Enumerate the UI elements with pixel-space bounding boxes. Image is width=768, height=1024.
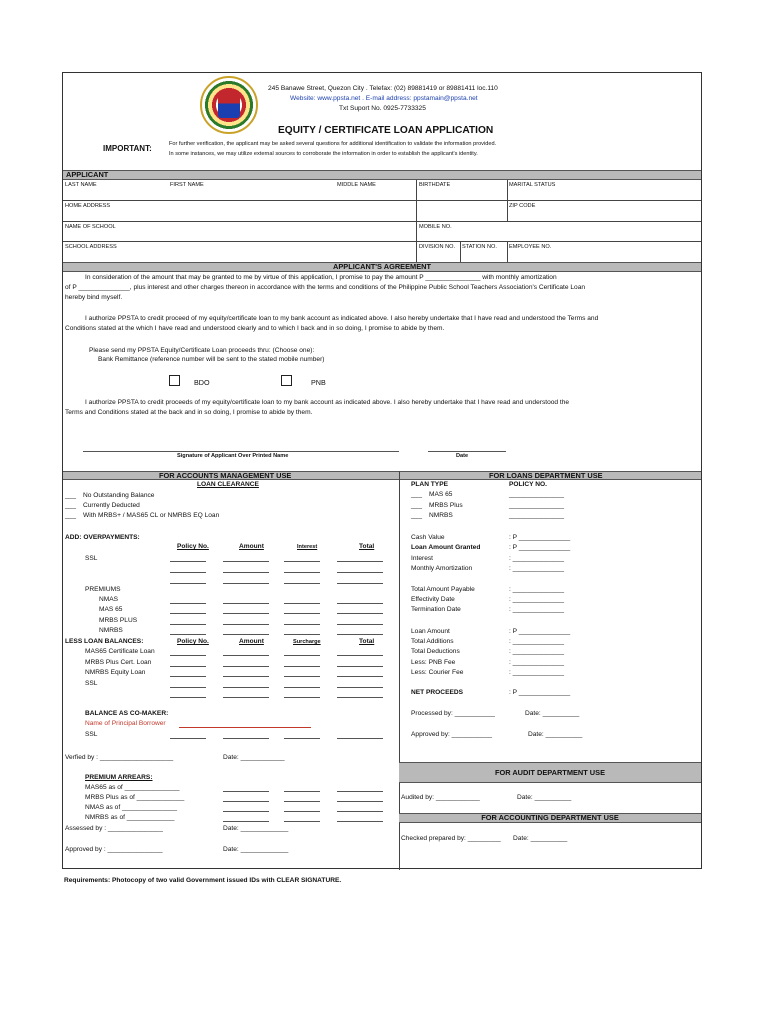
accounts-section-label: FOR ACCOUNTS MANAGEMENT USE bbox=[159, 471, 292, 480]
overpayment-ssl: SSL bbox=[85, 555, 98, 562]
applicant-section-bar bbox=[63, 170, 701, 180]
agreement-para2-line2: Conditions stated at the which I have read and understood clearly and to which I back and in so doing, I promise to abide by them. bbox=[65, 325, 445, 332]
first-name-field[interactable]: FIRST NAME bbox=[170, 182, 204, 188]
col-amount-2: Amount bbox=[239, 638, 264, 645]
signature-label: Signature of Applicant Over Printed Name bbox=[177, 453, 289, 459]
pnb-fee-field[interactable]: : ______________ bbox=[509, 659, 565, 666]
station-no-field[interactable]: STATION NO. bbox=[462, 244, 497, 250]
loan-nmrbs-equity: NMRBS Equity Loan bbox=[85, 669, 146, 676]
cash-value-field[interactable]: : P ______________ bbox=[509, 534, 571, 541]
add-overpayments-heading: ADD: OVERPAYMENTS: bbox=[65, 534, 140, 541]
policy-no-heading: POLICY NO. bbox=[509, 481, 547, 488]
total-deductions-field[interactable]: : ______________ bbox=[509, 648, 565, 655]
header-txt-support: Txt Suport No. 0925-7733325 bbox=[339, 105, 426, 112]
plan-mrbs-plus: MRBS Plus bbox=[429, 502, 463, 509]
accounting-section-label: FOR ACCOUNTING DEPARTMENT USE bbox=[481, 813, 619, 822]
loans-section-label: FOR LOANS DEPARTMENT USE bbox=[489, 471, 603, 480]
division-no-field[interactable]: DIVISION NO. bbox=[419, 244, 456, 250]
loan-application-form bbox=[62, 72, 702, 869]
approved-date[interactable]: Date: _____________ bbox=[223, 846, 289, 853]
important-note-1: For further verification, the applicant may be asked several questions for additional identification to validate the information provided. bbox=[169, 141, 497, 147]
termination-date-label: Termination Date bbox=[411, 606, 461, 613]
agreement-section-label: APPLICANT'S AGREEMENT bbox=[333, 262, 431, 271]
date-line[interactable] bbox=[428, 451, 506, 452]
principal-borrower-label: Name of Principal Borrower bbox=[85, 720, 166, 727]
agreement-para2-line1: I authorize PPSTA to credit proceed of my equity/certificate loan to my bank account as indicated above. I also hereby undertake that I have read and understood the Terms and bbox=[85, 315, 599, 322]
mobile-no-field[interactable]: MOBILE NO. bbox=[419, 224, 452, 230]
check-blank-1[interactable]: ___ bbox=[65, 492, 77, 499]
agreement-para3-line2: Terms and Conditions stated at the back and in so doing, I promise to abide by them. bbox=[65, 409, 313, 416]
comaker-ssl: SSL bbox=[85, 731, 98, 738]
plan-nmrbs: NMRBS bbox=[429, 512, 453, 519]
termination-date-field[interactable]: : ______________ bbox=[509, 606, 565, 613]
principal-borrower-blank[interactable] bbox=[179, 727, 311, 728]
signature-line[interactable] bbox=[83, 451, 399, 452]
col-surcharge: Surcharge bbox=[293, 639, 321, 645]
loan-amount-granted-field[interactable]: : P ______________ bbox=[509, 544, 571, 551]
plan-blank-1[interactable]: ___ bbox=[411, 491, 423, 498]
loan-clearance-heading: LOAN CLEARANCE bbox=[197, 481, 259, 488]
arrears-mrbs-plus[interactable]: MRBS Plus as of _____________ bbox=[85, 794, 185, 801]
net-proceeds-label: NET PROCEEDS bbox=[411, 689, 464, 696]
zip-code-field[interactable]: ZIP CODE bbox=[509, 203, 536, 209]
effectivity-date-label: Effectivity Date bbox=[411, 596, 455, 603]
header-address: 245 Banawe Street, Quezon City . Telefax: (02) 89881419 or 89881411 loc.110 bbox=[268, 85, 498, 92]
premium-mrbs-plus: MRBS PLUS bbox=[99, 617, 138, 624]
middle-name-field[interactable]: MIDDLE NAME bbox=[337, 182, 376, 188]
col-policy-no: Policy No. bbox=[177, 543, 209, 550]
policy-blank-1[interactable]: _______________ bbox=[509, 491, 565, 498]
agreement-para1-line2: of P ______________, plus interest and other charges thereon in accordance with the terms and conditions of the Philippine Public School Teachers Association's Certificate Loan bbox=[65, 284, 586, 291]
monthly-amortization-label: Monthly Amortization bbox=[411, 565, 473, 572]
audit-date[interactable]: Date: __________ bbox=[517, 794, 572, 801]
audited-by[interactable]: Audited by: ____________ bbox=[401, 794, 480, 801]
audit-section-label: FOR AUDIT DEPARTMENT USE bbox=[494, 768, 606, 777]
with-existing-loan: With MRBS+ / MAS65 CL or NMRBS EQ Loan bbox=[83, 512, 220, 519]
total-amount-payable-field[interactable]: : ______________ bbox=[509, 586, 565, 593]
send-proceeds-line: Please send my PPSTA Equity/Certificate Loan proceeds thru: (Choose one): bbox=[89, 347, 315, 354]
bank-remittance-line: Bank Remittance (reference number will be sent to the stated mobile number) bbox=[98, 356, 325, 363]
important-label: IMPORTANT: bbox=[103, 144, 152, 153]
premium-mas65: MAS 65 bbox=[99, 606, 123, 613]
col-policy-no-2: Policy No. bbox=[177, 638, 209, 645]
policy-blank-2[interactable]: _______________ bbox=[509, 502, 565, 509]
total-amount-payable-label: Total Amount Payable bbox=[411, 586, 475, 593]
agreement-para1-line1: In consideration of the amount that may be granted to me by virtue of this application, I promise to pay the amount P _______________ with monthly amortization bbox=[85, 274, 557, 281]
checked-prepared-by[interactable]: Checked prepared by: _________ bbox=[401, 835, 501, 842]
balance-comaker-heading: BALANCE AS CO-MAKER: bbox=[85, 710, 169, 717]
pnb-label: PNB bbox=[311, 378, 326, 387]
col-interest: Interest bbox=[297, 544, 318, 550]
school-name-field[interactable]: NAME OF SCHOOL bbox=[65, 224, 116, 230]
ppsta-seal-logo bbox=[200, 76, 258, 134]
processed-date[interactable]: Date: __________ bbox=[525, 710, 580, 717]
loan-mrbs-plus-cert: MRBS Plus Cert. Loan bbox=[85, 659, 152, 666]
loan-ssl: SSL bbox=[85, 680, 98, 687]
col-amount: Amount bbox=[239, 543, 264, 550]
agreement-para3-line1: I authorize PPSTA to credit proceeds of my equity/certificate loan to my bank account as indicated above. I also hereby undertake that I have read and understood the bbox=[85, 399, 570, 406]
courier-fee-field[interactable]: : ______________ bbox=[509, 669, 565, 676]
plan-blank-2[interactable]: ___ bbox=[411, 502, 423, 509]
plan-blank-3[interactable]: ___ bbox=[411, 512, 423, 519]
processed-by[interactable]: Processed by: ___________ bbox=[411, 710, 495, 717]
last-name-field[interactable]: LAST NAME bbox=[65, 182, 97, 188]
premium-arrears-heading: PREMIUM ARREARS: bbox=[85, 774, 153, 781]
check-blank-2[interactable]: ___ bbox=[65, 502, 77, 509]
total-additions-field[interactable]: : ______________ bbox=[509, 638, 565, 645]
applicant-section-label: APPLICANT bbox=[66, 170, 109, 179]
bdo-checkbox[interactable] bbox=[169, 375, 180, 386]
interest-label: Interest bbox=[411, 555, 433, 562]
total-deductions-label: Total Deductions bbox=[411, 648, 460, 655]
cash-value-label: Cash Value bbox=[411, 534, 445, 541]
courier-fee-label: Less: Courier Fee bbox=[411, 669, 464, 676]
monthly-amortization-field[interactable]: : ______________ bbox=[509, 565, 565, 572]
requirements-note: Requirements: Photocopy of two valid Government issued IDs with CLEAR SIGNATURE. bbox=[64, 877, 342, 884]
verified-date[interactable]: Date: ____________ bbox=[223, 754, 285, 761]
verified-by[interactable]: Verfied by : ____________________ bbox=[65, 754, 174, 761]
agreement-para1-line3: hereby bind myself. bbox=[65, 294, 123, 301]
important-note-2: In some instances, we may utilize external sources to corroborate the information in order to establish the applicant's identity. bbox=[169, 151, 478, 157]
policy-blank-3[interactable]: _______________ bbox=[509, 512, 565, 519]
loans-approved-by[interactable]: Approved by: ___________ bbox=[411, 731, 493, 738]
total-additions-label: Total Additions bbox=[411, 638, 454, 645]
home-address-field[interactable]: HOME ADDRESS bbox=[65, 203, 111, 209]
less-loan-balances-heading: LESS LOAN BALANCES: bbox=[65, 638, 144, 645]
marital-status-field[interactable]: MARITAL STATUS bbox=[509, 182, 556, 188]
form-title: EQUITY / CERTIFICATE LOAN APPLICATION bbox=[278, 125, 494, 136]
accounting-date[interactable]: Date: __________ bbox=[513, 835, 568, 842]
audit-section-bar bbox=[399, 762, 701, 783]
bdo-label: BDO bbox=[194, 378, 210, 387]
loan-mas65-cert: MAS65 Certificate Loan bbox=[85, 648, 155, 655]
assessed-date[interactable]: Date: _____________ bbox=[223, 825, 289, 832]
loans-approved-date[interactable]: Date: __________ bbox=[528, 731, 583, 738]
loan-amount-label: Loan Amount bbox=[411, 628, 450, 635]
col-total-2: Total bbox=[359, 638, 375, 645]
arrears-nmas[interactable]: NMAS as of _______________ bbox=[85, 804, 178, 811]
birthdate-field[interactable]: BIRTHDATE bbox=[419, 182, 451, 188]
accounting-section-bar bbox=[399, 813, 701, 823]
agreement-section-bar bbox=[63, 262, 701, 272]
interest-field[interactable]: : ______________ bbox=[509, 555, 565, 562]
school-address-field[interactable]: SCHOOL ADDRESS bbox=[65, 244, 117, 250]
arrears-nmrbs[interactable]: NMRBS as of _____________ bbox=[85, 814, 175, 821]
loan-amount-field[interactable]: : P ______________ bbox=[509, 628, 571, 635]
col-total: Total bbox=[359, 543, 375, 550]
no-outstanding-balance: No Outstanding Balance bbox=[83, 492, 155, 499]
premium-nmrbs: NMRBS bbox=[99, 627, 123, 634]
premiums-heading: PREMIUMS bbox=[85, 586, 121, 593]
plan-mas65: MAS 65 bbox=[429, 491, 453, 498]
header-website: Website: www.ppsta.net . E-mail address: ppstamain@ppsta.net bbox=[290, 95, 478, 102]
assessed-by[interactable]: Assessed by : _______________ bbox=[65, 825, 163, 832]
check-blank-3[interactable]: ___ bbox=[65, 512, 77, 519]
effectivity-date-field[interactable]: : ______________ bbox=[509, 596, 565, 603]
currently-deducted: Currently Deducted bbox=[83, 502, 140, 509]
arrears-mas65[interactable]: MAS65 as of _______________ bbox=[85, 784, 180, 791]
loan-amount-granted-label: Loan Amount Granted bbox=[411, 544, 481, 551]
plan-type-heading: PLAN TYPE bbox=[411, 481, 449, 488]
approved-by[interactable]: Approved by : _______________ bbox=[65, 846, 163, 853]
pnb-fee-label: Less: PNB Fee bbox=[411, 659, 456, 666]
net-proceeds-field[interactable]: : P ______________ bbox=[509, 689, 571, 696]
pnb-checkbox[interactable] bbox=[281, 375, 292, 386]
premium-nmas: NMAS bbox=[99, 596, 119, 603]
date-label: Date bbox=[456, 453, 469, 459]
employee-no-field[interactable]: EMPLOYEE NO. bbox=[509, 244, 552, 250]
